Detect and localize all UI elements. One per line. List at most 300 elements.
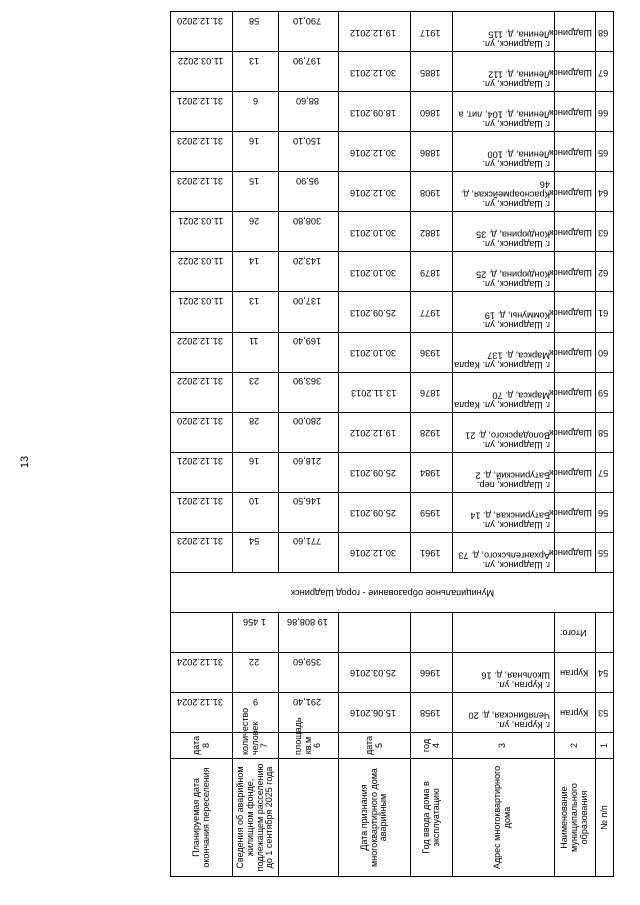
cell-text: г. Шадринск, ул. Кондюрина, д. 25 bbox=[475, 269, 550, 290]
cell-people bbox=[233, 212, 279, 252]
cell-text: 1966 bbox=[419, 668, 441, 679]
cell-addr bbox=[453, 652, 555, 692]
cell-end bbox=[171, 172, 233, 212]
cell-text: г. Курган, ул. Школьная, д. 16 bbox=[481, 670, 550, 690]
column-number-6 bbox=[279, 717, 339, 759]
cell-year bbox=[411, 132, 453, 172]
cell-text: 31.12.2020 bbox=[177, 416, 224, 427]
cell-text: 30.10.2013 bbox=[350, 267, 397, 278]
cell-area bbox=[279, 212, 339, 252]
cell-year bbox=[411, 12, 453, 52]
cell-n bbox=[596, 132, 614, 172]
cell-area bbox=[279, 52, 339, 92]
cell-text: 57 bbox=[598, 468, 609, 479]
cell-text: 16 bbox=[249, 456, 260, 467]
cell-text: 31.12.2023 bbox=[177, 135, 224, 146]
cell-text: 30.10.2013 bbox=[350, 227, 397, 238]
header-n: № п/п bbox=[596, 759, 614, 877]
cell-text: 11 bbox=[249, 336, 259, 347]
cell-mun bbox=[554, 652, 596, 692]
cell-text: 11.03.2021 bbox=[177, 216, 223, 227]
cell-text: 363,90 bbox=[293, 376, 322, 387]
cell-text: 30.12.2016 bbox=[350, 548, 397, 559]
cell-text: Итого: bbox=[560, 628, 587, 639]
header-end: Планируемая дата окончания переселения bbox=[171, 759, 233, 877]
cell-text: 1876 bbox=[419, 387, 441, 398]
cell-text: 22 bbox=[249, 656, 260, 667]
cell-text: 9 bbox=[252, 696, 258, 707]
cell-area bbox=[279, 172, 339, 212]
subheader-people: количество человек bbox=[239, 707, 260, 755]
cell-addr bbox=[453, 292, 555, 332]
cell-text: г. Курган, ул. Челябинская, д. 20 bbox=[468, 710, 550, 730]
column-number-4 bbox=[411, 733, 453, 759]
cell-end bbox=[171, 372, 233, 412]
cell-year bbox=[411, 452, 453, 492]
cell-text: 25.09.2013 bbox=[350, 508, 397, 519]
cell-text: Шадринск bbox=[548, 27, 592, 38]
cell-area bbox=[279, 252, 339, 292]
cell-end bbox=[171, 532, 233, 572]
cell-text: 10 bbox=[249, 496, 260, 507]
cell-text: 1958 bbox=[419, 708, 441, 719]
cell-area bbox=[279, 692, 339, 732]
cell-text: 60 bbox=[598, 347, 609, 358]
cell-text: 63 bbox=[598, 227, 609, 238]
cell-text: 31.12.2024 bbox=[177, 656, 224, 667]
cell-n bbox=[596, 292, 614, 332]
cell-text: 15 bbox=[249, 176, 260, 186]
cell-text: 58 bbox=[598, 427, 609, 438]
cell-date bbox=[339, 492, 411, 532]
cell-end bbox=[171, 132, 233, 172]
cell-n bbox=[596, 412, 614, 452]
cell-text: г. Шадринск, ул. Кондюрина, д. 35 bbox=[475, 229, 550, 250]
cell-text: 15.06.2016 bbox=[350, 708, 397, 719]
cell-text: 31.12.2024 bbox=[177, 696, 224, 707]
cell-year bbox=[411, 92, 453, 132]
field-row-addr bbox=[453, 12, 555, 877]
cell-n bbox=[596, 52, 614, 92]
cell-date bbox=[339, 412, 411, 452]
total-end bbox=[171, 612, 233, 652]
cell-text: 143,20 bbox=[293, 256, 322, 267]
column-number-5 bbox=[339, 733, 411, 759]
cell-n bbox=[596, 172, 614, 212]
cell-text: г. Шадринск, ул. Коммуны, д. 19 bbox=[482, 309, 550, 330]
cell-text: 58 bbox=[249, 15, 260, 26]
cell-n bbox=[596, 92, 614, 132]
cell-text: 137,00 bbox=[293, 296, 322, 307]
cell-text: 13.11.2013 bbox=[350, 387, 396, 398]
cell-text: 64 bbox=[598, 187, 609, 198]
cell-text: 16 bbox=[249, 135, 260, 146]
cell-text: 146,50 bbox=[293, 496, 322, 507]
column-number: 1 bbox=[598, 743, 609, 749]
cell-n bbox=[596, 652, 614, 692]
cell-people bbox=[233, 332, 279, 372]
cell-text: Шадринск bbox=[548, 187, 592, 198]
cell-text: 26 bbox=[249, 216, 260, 227]
cell-end bbox=[171, 412, 233, 452]
column-number-1 bbox=[596, 733, 614, 759]
column-number: 4 bbox=[430, 743, 441, 749]
cell-text: Шадринск bbox=[548, 147, 592, 158]
cell-text: 1885 bbox=[419, 67, 441, 78]
cell-mun bbox=[548, 52, 596, 92]
cell-text: 359,60 bbox=[293, 656, 322, 667]
cell-text: 59 bbox=[598, 387, 609, 398]
cell-text: 30.12.2016 bbox=[350, 187, 397, 198]
cell-mun bbox=[548, 92, 596, 132]
cell-mun bbox=[548, 412, 596, 452]
cell-n bbox=[596, 12, 614, 52]
cell-people bbox=[233, 52, 279, 92]
cell-text: 6 bbox=[252, 95, 258, 106]
cell-text: Шадринск bbox=[548, 508, 592, 519]
cell-mun bbox=[548, 532, 596, 572]
cell-addr bbox=[453, 212, 555, 252]
cell-end bbox=[171, 492, 233, 532]
cell-n bbox=[596, 372, 614, 412]
cell-text: 14 bbox=[249, 256, 260, 267]
cell-mun bbox=[548, 172, 596, 212]
cell-text: 53 bbox=[598, 708, 609, 719]
cell-area bbox=[279, 292, 339, 332]
cell-text: 31.12.2021 bbox=[177, 496, 224, 507]
cell-end bbox=[171, 692, 233, 732]
page-number: 13 bbox=[19, 455, 31, 469]
subheader-area: площадь кв.м bbox=[292, 717, 313, 755]
cell-year bbox=[411, 492, 453, 532]
cell-addr bbox=[453, 372, 555, 412]
cell-end bbox=[171, 252, 233, 292]
cell-addr bbox=[453, 452, 555, 492]
cell-date bbox=[339, 132, 411, 172]
cell-people bbox=[233, 412, 279, 452]
cell-people bbox=[233, 252, 279, 292]
cell-addr bbox=[453, 172, 555, 212]
cell-year bbox=[411, 412, 453, 452]
cell-text: 18.09.2013 bbox=[350, 107, 397, 118]
cell-people bbox=[233, 452, 279, 492]
subheader-end: дата bbox=[190, 735, 201, 755]
cell-text: 1959 bbox=[419, 508, 441, 519]
cell-addr bbox=[453, 412, 555, 452]
rotated-page bbox=[170, 0, 610, 905]
cell-text: г. Шадринск, ул. Карла Маркса, д. 70 bbox=[454, 389, 550, 410]
cell-mun bbox=[548, 292, 596, 332]
housing-register-table bbox=[170, 11, 614, 877]
cell-year bbox=[411, 532, 453, 572]
cell-text: 11.03.2022 bbox=[177, 256, 223, 267]
cell-text: г. Шадринск, ул. Карла Маркса, д. 137 bbox=[454, 349, 550, 370]
cell-addr bbox=[453, 132, 555, 172]
cell-addr bbox=[453, 12, 555, 52]
cell-mun bbox=[548, 332, 596, 372]
subheader-date: дата bbox=[363, 735, 374, 755]
column-number: 6 bbox=[312, 743, 323, 749]
cell-year bbox=[411, 52, 453, 92]
cell-text: 1886 bbox=[419, 147, 441, 158]
cell-people bbox=[233, 652, 279, 692]
cell-text: 11.03.2021 bbox=[177, 296, 223, 307]
cell-date bbox=[339, 372, 411, 412]
cell-text: г. Шадринск, ул. Красноармейская, д. 46 bbox=[460, 180, 550, 210]
cell-text: 1 456 bbox=[242, 616, 266, 627]
cell-area bbox=[279, 452, 339, 492]
cell-n bbox=[596, 332, 614, 372]
cell-year bbox=[411, 252, 453, 292]
cell-text: 291,40 bbox=[293, 696, 322, 707]
column-number-8 bbox=[171, 733, 233, 759]
cell-text: г. Шадринск, ул. Володарского, д. 21 bbox=[465, 430, 550, 450]
cell-mun bbox=[548, 212, 596, 252]
cell-n bbox=[596, 692, 614, 732]
cell-text: 169,40 bbox=[293, 336, 322, 347]
cell-mun bbox=[548, 252, 596, 292]
cell-n bbox=[596, 492, 614, 532]
cell-text: 31.12.2022 bbox=[177, 376, 224, 387]
column-number-2 bbox=[554, 733, 596, 759]
total-date bbox=[339, 612, 411, 652]
cell-year bbox=[411, 292, 453, 332]
cell-end bbox=[171, 92, 233, 132]
cell-text: 25.09.2013 bbox=[350, 307, 397, 318]
cell-text: 19.12.2012 bbox=[350, 427, 397, 438]
cell-area bbox=[279, 492, 339, 532]
cell-date bbox=[339, 692, 411, 732]
cell-text: 1917 bbox=[419, 27, 441, 38]
cell-text: г. Шадринск, ул. Архангельского, д. 73 bbox=[458, 550, 550, 570]
cell-text: 31.12.2021 bbox=[177, 95, 224, 106]
column-number: 3 bbox=[497, 743, 508, 749]
cell-area bbox=[279, 412, 339, 452]
cell-text: 95,90 bbox=[295, 176, 319, 186]
cell-text: 88,60 bbox=[295, 95, 319, 106]
cell-date bbox=[339, 532, 411, 572]
cell-text: 30.12.2013 bbox=[350, 67, 397, 78]
total-n bbox=[596, 612, 614, 652]
column-number: 7 bbox=[259, 743, 270, 749]
cell-area bbox=[279, 372, 339, 412]
cell-year bbox=[411, 692, 453, 732]
cell-text: 308,80 bbox=[293, 216, 322, 227]
cell-text: 30.12.2016 bbox=[350, 147, 397, 158]
cell-text: г. Шадринск, ул. Ленина, д. 100 bbox=[482, 149, 550, 170]
cell-text: Шадринск bbox=[548, 347, 592, 358]
cell-text: 25.03.2016 bbox=[350, 668, 397, 679]
field-row-end bbox=[171, 12, 233, 877]
cell-text: 197,90 bbox=[293, 55, 322, 66]
cell-text: 23 bbox=[249, 376, 260, 387]
cell-text: 54 bbox=[598, 668, 609, 679]
cell-text: 25.09.2013 bbox=[350, 468, 397, 479]
cell-text: 61 bbox=[598, 307, 609, 318]
header-year: Год ввода дома в эксплуатацию bbox=[411, 759, 453, 877]
cell-people bbox=[233, 92, 279, 132]
cell-date bbox=[339, 92, 411, 132]
cell-text: 11.03.2022 bbox=[177, 55, 223, 66]
cell-addr bbox=[453, 492, 555, 532]
cell-text: 1860 bbox=[419, 107, 441, 118]
cell-area bbox=[279, 532, 339, 572]
cell-text: 68 bbox=[598, 27, 609, 38]
cell-text: Шадринск bbox=[548, 67, 592, 78]
cell-date bbox=[339, 212, 411, 252]
cell-text: 31.12.2023 bbox=[177, 536, 224, 547]
cell-area bbox=[279, 332, 339, 372]
total-year bbox=[411, 612, 453, 652]
cell-people bbox=[233, 172, 279, 212]
cell-date bbox=[339, 332, 411, 372]
cell-mun bbox=[548, 12, 596, 52]
cell-date bbox=[339, 452, 411, 492]
header-info-group: Сведения об аварийном жилищном фонде, подлежащем расселению до 1 сентября 2025 года bbox=[233, 759, 279, 877]
header-date: Дата признания многоквартирного дома аварийным bbox=[339, 759, 411, 877]
cell-year bbox=[411, 652, 453, 692]
field-row-date bbox=[339, 12, 411, 877]
cell-area bbox=[279, 12, 339, 52]
cell-end bbox=[171, 12, 233, 52]
column-number: 5 bbox=[373, 743, 384, 749]
cell-text: Шадринск bbox=[548, 307, 592, 318]
cell-text: Шадринск bbox=[548, 267, 592, 278]
cell-text: 30.10.2013 bbox=[350, 347, 397, 358]
cell-text: 1908 bbox=[419, 187, 441, 198]
cell-text: 54 bbox=[249, 536, 260, 547]
cell-addr bbox=[453, 692, 555, 732]
cell-text: г. Шадринск, ул. Батуринская, д. 14 bbox=[470, 510, 550, 530]
cell-people bbox=[233, 12, 279, 52]
cell-area bbox=[279, 132, 339, 172]
cell-text: 280,00 bbox=[293, 416, 322, 427]
cell-date bbox=[339, 292, 411, 332]
header-info-group-cont bbox=[279, 759, 339, 877]
cell-text: 28 bbox=[249, 416, 260, 427]
cell-text: 31.12.2022 bbox=[177, 336, 224, 347]
cell-n bbox=[596, 452, 614, 492]
cell-year bbox=[411, 172, 453, 212]
cell-text: Шадринск bbox=[548, 427, 592, 438]
cell-date bbox=[339, 12, 411, 52]
cell-text: 218,60 bbox=[293, 456, 322, 467]
cell-addr bbox=[453, 252, 555, 292]
total-mun bbox=[554, 612, 596, 652]
cell-text: Курган bbox=[559, 668, 588, 679]
total-addr bbox=[453, 612, 555, 652]
cell-end bbox=[171, 452, 233, 492]
cell-mun bbox=[548, 492, 596, 532]
cell-end bbox=[171, 652, 233, 692]
cell-n bbox=[596, 212, 614, 252]
cell-area bbox=[279, 92, 339, 132]
cell-addr bbox=[453, 332, 555, 372]
cell-text: Шадринск bbox=[548, 468, 592, 479]
cell-text: 150,10 bbox=[293, 135, 322, 146]
section-title-text: Муниципальное образование - город Шадринск bbox=[290, 588, 494, 599]
cell-mun bbox=[548, 452, 596, 492]
total-people bbox=[233, 612, 279, 652]
cell-area bbox=[279, 652, 339, 692]
cell-text: Курган bbox=[559, 708, 588, 719]
column-number-7 bbox=[233, 707, 279, 759]
cell-text: г. Шадринск, ул. Ленина, д. 112 bbox=[482, 69, 550, 90]
cell-text: 62 bbox=[598, 267, 609, 278]
cell-text: 1936 bbox=[419, 347, 441, 358]
cell-people bbox=[233, 132, 279, 172]
cell-people bbox=[233, 532, 279, 572]
cell-text: 31.12.2021 bbox=[177, 456, 224, 467]
cell-end bbox=[171, 292, 233, 332]
cell-text: 1984 bbox=[419, 468, 441, 479]
cell-text: 771,60 bbox=[293, 536, 322, 547]
field-row-year bbox=[411, 12, 453, 877]
column-number: 8 bbox=[200, 743, 211, 749]
cell-text: 19 808,86 bbox=[286, 616, 328, 627]
cell-text: 790,10 bbox=[293, 15, 322, 26]
cell-year bbox=[411, 372, 453, 412]
cell-text: 1961 bbox=[419, 548, 441, 559]
cell-text: 13 bbox=[249, 296, 260, 307]
cell-text: Шадринск bbox=[548, 107, 592, 118]
cell-text: 65 bbox=[598, 147, 609, 158]
cell-mun bbox=[548, 132, 596, 172]
cell-date bbox=[339, 652, 411, 692]
cell-text: 67 bbox=[598, 67, 609, 78]
cell-people bbox=[233, 292, 279, 332]
cell-text: 66 bbox=[598, 107, 609, 118]
cell-end bbox=[171, 52, 233, 92]
header-mun: Наименование муниципального образования bbox=[554, 759, 596, 877]
cell-n bbox=[596, 252, 614, 292]
cell-text: 13 bbox=[249, 55, 260, 66]
cell-end bbox=[171, 212, 233, 252]
cell-text: Шадринск bbox=[548, 227, 592, 238]
subheader-year: год bbox=[420, 738, 431, 753]
field-row-mun bbox=[554, 12, 596, 877]
cell-text: 31.12.2023 bbox=[177, 176, 224, 186]
cell-mun bbox=[548, 372, 596, 412]
cell-text: 31.12.2020 bbox=[177, 15, 224, 26]
section-title bbox=[171, 572, 614, 612]
cell-text: 1879 bbox=[419, 267, 441, 278]
cell-mun bbox=[554, 692, 596, 732]
cell-n bbox=[596, 532, 614, 572]
cell-date bbox=[339, 252, 411, 292]
cell-text: 1928 bbox=[419, 427, 441, 438]
field-row-people bbox=[233, 12, 279, 877]
cell-text: 56 bbox=[598, 508, 609, 519]
cell-people bbox=[233, 372, 279, 412]
cell-text: г. Шадринск, ул. Ленина, д. 104, лит. а bbox=[458, 109, 550, 130]
cell-addr bbox=[453, 52, 555, 92]
field-row-n bbox=[596, 12, 614, 877]
cell-text: 1882 bbox=[419, 227, 441, 238]
total-area bbox=[279, 612, 339, 652]
cell-year bbox=[411, 212, 453, 252]
cell-text: г. Шадринск, ул. Ленина, д. 115 bbox=[482, 29, 550, 50]
cell-people bbox=[233, 492, 279, 532]
cell-text: 19.12.2012 bbox=[350, 27, 397, 38]
cell-year bbox=[411, 332, 453, 372]
cell-addr bbox=[453, 532, 555, 572]
cell-date bbox=[339, 52, 411, 92]
cell-addr bbox=[453, 92, 555, 132]
cell-text: Шадринск bbox=[548, 387, 592, 398]
column-number-3 bbox=[453, 733, 555, 759]
field-row-area bbox=[279, 12, 339, 877]
